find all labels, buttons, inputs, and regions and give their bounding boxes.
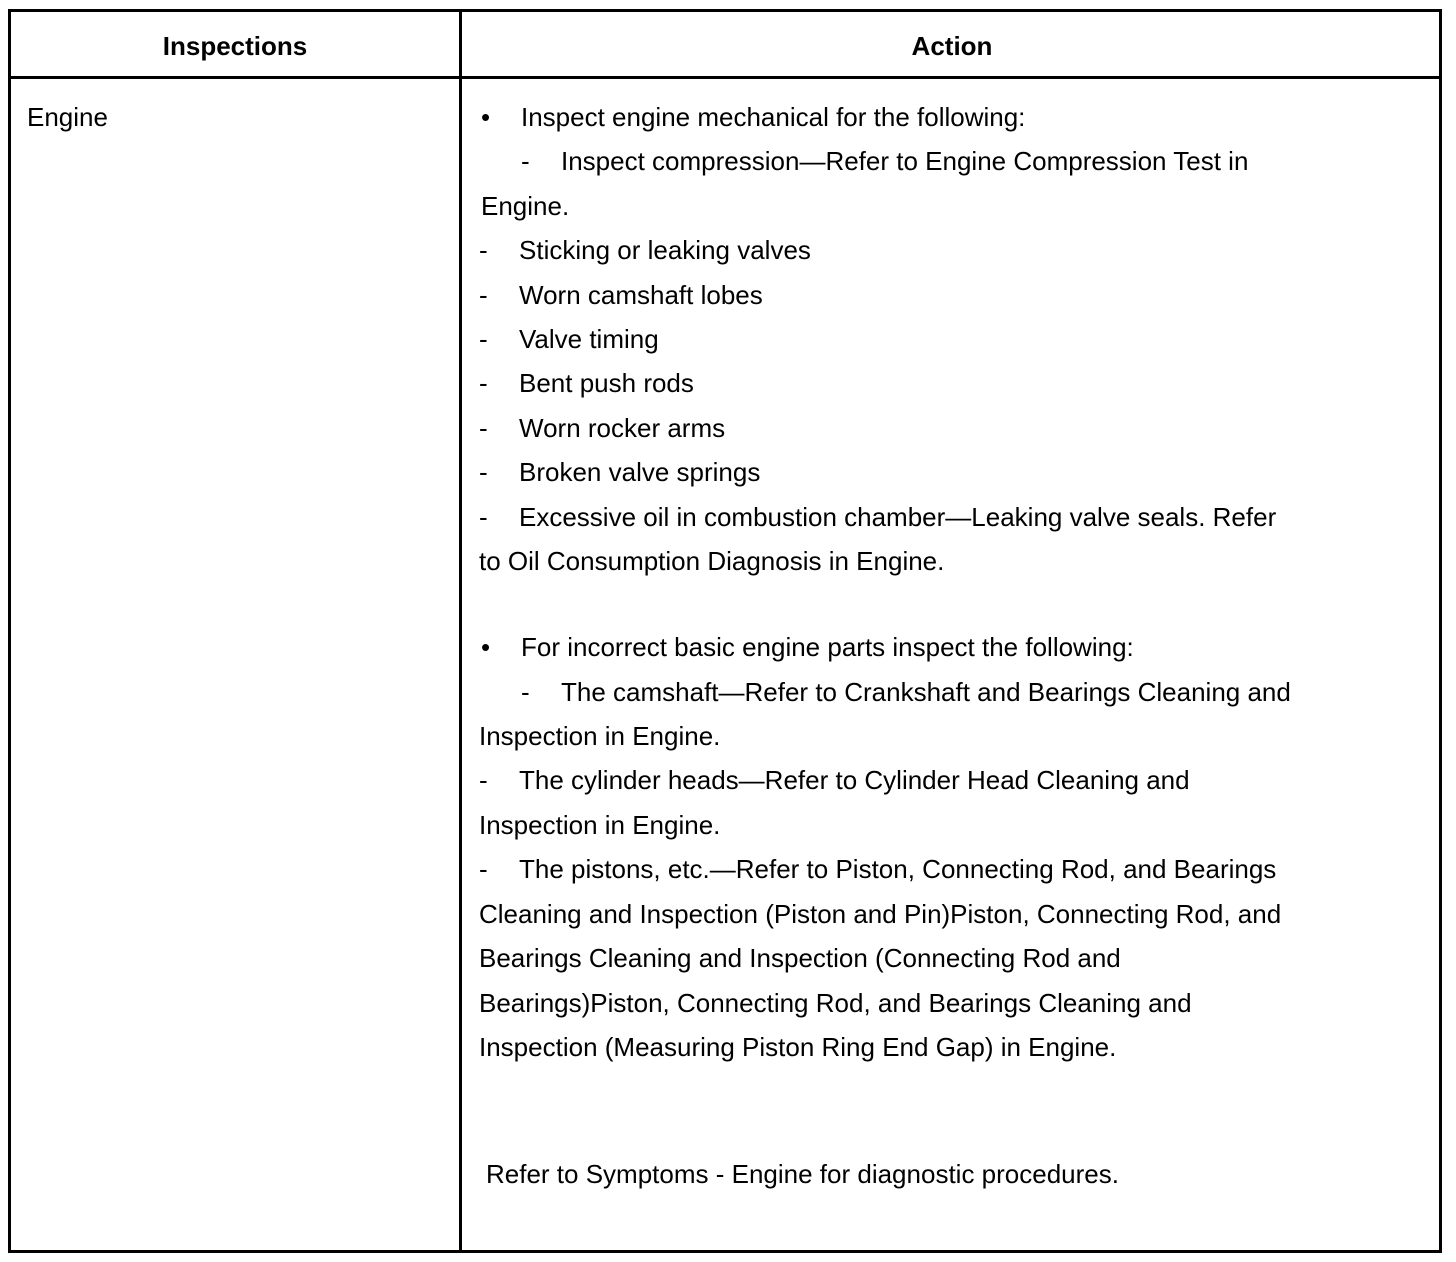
action-text: Bearings Cleaning and Inspection (Connecting Rod and [479,943,1121,973]
action-text: The pistons, etc.—Refer to Piston, Connecting Rod, and Bearings [519,854,1277,884]
action-text: Sticking or leaking valves [519,235,811,265]
action-text: The camshaft—Refer to Crankshaft and Bearings Cleaning and [561,677,1291,707]
dash-marker: - [479,765,488,795]
action-line [479,849,1276,889]
action-text: Inspection (Measuring Piston Ring End Gap) in Engine. [479,1032,1117,1062]
action-text: The cylinder heads—Refer to Cylinder Head Cleaning and [519,765,1190,795]
dash-marker: - [479,235,488,265]
dash-marker: - [479,324,488,354]
action-text: to Oil Consumption Diagnosis in Engine. [479,546,945,576]
action-line [479,894,1281,934]
column-divider [459,12,462,1250]
action-line-refer-symptoms [486,1154,1119,1194]
action-line [479,230,811,270]
action-text: Valve timing [519,324,659,354]
action-text: Inspection in Engine. [479,721,721,751]
bullet-marker: • [481,632,491,662]
header-action: Action [911,31,993,61]
action-text: Inspection in Engine. [479,810,721,840]
action-text: Inspect compression—Refer to Engine Compression Test in [561,146,1249,176]
action-text: Engine. [481,191,570,221]
action-text: Bearings)Piston, Connecting Rod, and Bearings Cleaning and [479,988,1192,1018]
inspection-cell: Engine [27,102,108,132]
action-line [521,141,1248,181]
action-line [521,672,1291,712]
action-text: Cleaning and Inspection (Piston and Pin)Piston, Connecting Rod, and [479,899,1282,929]
action-line [479,1027,1116,1067]
dash-marker: - [479,368,488,398]
dash-marker: - [479,854,488,884]
dash-marker: - [479,413,488,443]
inspection-table [8,9,1442,1253]
dash-marker: - [521,677,530,707]
header-inspections: Inspections [162,31,308,61]
action-text: Broken valve springs [519,457,761,487]
action-line [479,541,944,581]
action-text: Bent push rods [519,368,694,398]
action-line [479,760,1190,800]
header-divider [11,76,1439,79]
action-line [479,452,760,492]
action-line [479,408,725,448]
dash-marker: - [479,502,488,532]
action-text: Inspect engine mechanical for the following: [521,102,1026,132]
action-text: For incorrect basic engine parts inspect the following: [521,632,1134,662]
action-line [479,497,1276,537]
dash-marker: - [479,457,488,487]
dash-marker: - [521,146,530,176]
action-line [479,983,1192,1023]
dash-marker: - [479,280,488,310]
action-line [479,938,1121,978]
action-line [479,716,720,756]
action-line [479,805,720,845]
action-line [481,97,1025,137]
action-text: Excessive oil in combustion chamber—Leaking valve seals. Refer [519,502,1277,532]
action-line [479,275,763,315]
action-text: Worn camshaft lobes [519,280,763,310]
action-line [479,363,694,403]
bullet-marker: • [481,102,491,132]
action-text: Worn rocker arms [519,413,726,443]
action-line [481,627,1134,667]
action-line [481,186,569,226]
action-text: Refer to Symptoms - Engine for diagnostic procedures. [486,1159,1119,1189]
action-line [479,319,659,359]
